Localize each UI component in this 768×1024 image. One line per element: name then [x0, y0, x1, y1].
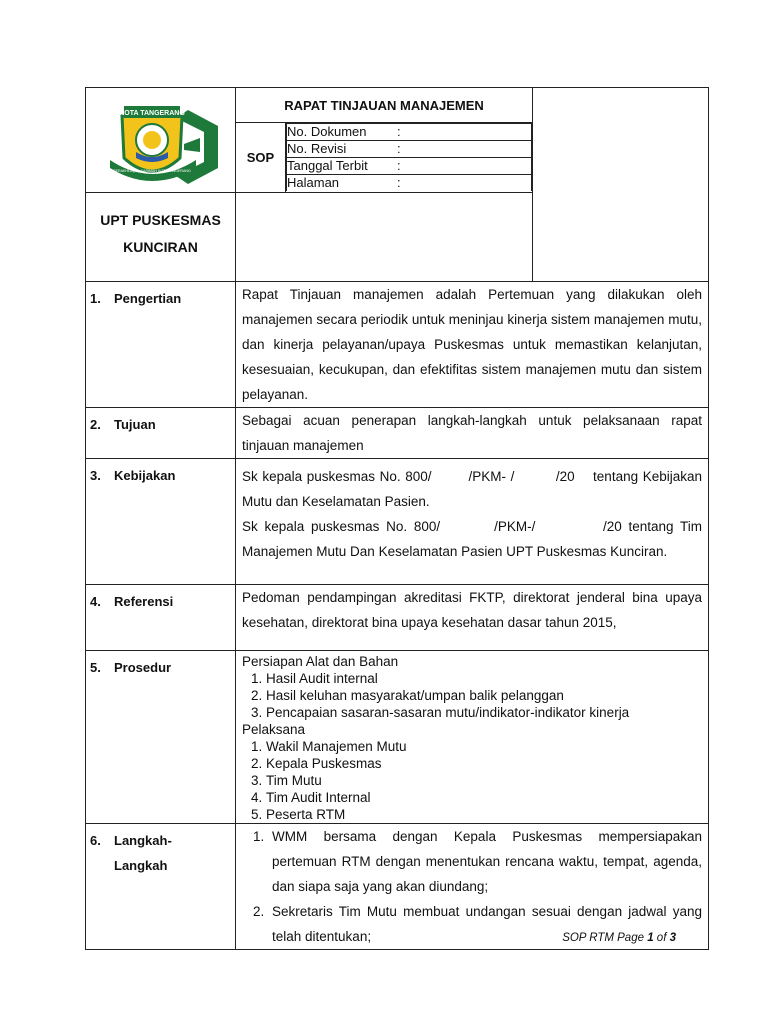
section-text-referensi	[236, 585, 709, 651]
list-item: 4. Tim Audit Internal	[266, 789, 702, 806]
meta-row	[287, 158, 532, 175]
page-footer	[562, 932, 676, 944]
list-item: 3. Pencapaian sasaran-sasaran mutu/indikator-indikator kinerja	[266, 704, 702, 721]
tujuan-text: Sebagai acuan penerapan langkah-langkah untuk pelaksanaan rapat tinjauan manajemen	[242, 413, 703, 453]
list-item: 3. Tim Mutu	[266, 772, 702, 789]
section-text-prosedur	[236, 651, 709, 824]
meta-key: No. Dokumen	[287, 124, 367, 139]
section-label-tujuan	[86, 408, 236, 459]
list-item: 2. Kepala Puskesmas	[266, 755, 702, 772]
unit-name	[86, 193, 236, 282]
sop-label: SOP	[236, 123, 286, 193]
meta-sep: :	[397, 124, 401, 139]
logo-text-bottom: BERAKHLAQUL KARIMAH KOTA TANGERANG	[113, 169, 191, 173]
meta-key: Halaman	[287, 175, 340, 190]
section-text-kebijakan	[236, 459, 709, 585]
meta-key: Tanggal Terbit	[287, 158, 368, 173]
meta-row	[287, 124, 532, 141]
list-item: 1. Wakil Manajemen Mutu	[266, 738, 702, 755]
section-label-langkah	[86, 824, 236, 950]
section-number: 3.	[90, 468, 101, 483]
section-number: 2.	[90, 417, 101, 432]
section-text-langkah	[236, 824, 709, 950]
meta-sep: :	[397, 141, 401, 156]
list-item: 2. Hasil keluhan masyarakat/umpan balik pelanggan	[266, 687, 702, 704]
section-label-prosedur	[86, 651, 236, 824]
meta-table	[286, 123, 532, 191]
meta-sep: :	[397, 158, 401, 173]
section-title: Langkah-	[114, 833, 172, 848]
meta-key: No. Revisi	[287, 141, 347, 156]
footer-page-number: 1	[647, 932, 654, 944]
meta-row	[287, 141, 532, 158]
list-item: 1. Hasil Audit internal	[266, 670, 702, 687]
logo-text-top: KOTA TANGERANG	[119, 110, 185, 117]
section-number: 6.	[90, 833, 101, 848]
section-label-kebijakan	[86, 459, 236, 585]
meta-cell	[286, 123, 533, 193]
list-item: 1. WMM bersama dengan Kepala Puskesmas mempersiapakan pertemuan RTM dengan menentukan rencana waktu, tempat, agenda, dan siapa saja yang akan diundang;	[268, 824, 702, 899]
referensi-text: Pedoman pendampingan akreditasi FKTP, direktorat jenderal bina upaya kesehatan, direktorat bina upaya kesehatan dasar tahun 2015,	[242, 590, 703, 630]
section-text-tujuan	[236, 408, 709, 459]
section-title: Prosedur	[114, 660, 172, 675]
prosedur-list-1	[242, 670, 702, 721]
kota-tangerang-logo	[100, 102, 220, 188]
kebijakan-paragraph-1: Sk kepala puskesmas No. 800/ /PKM- / /20 tentang Kebijakan Mutu dan Keselamatan Pasien.	[242, 469, 706, 509]
prosedur-heading-2: Pelaksana	[242, 722, 306, 737]
section-title: Pengertian	[114, 291, 182, 306]
kebijakan-paragraph-2: Sk kepala puskesmas No. 800/ /PKM-/ /20 tentang Tim Manajemen Mutu Dan Keselamatan Pasien UPT Puskesmas Kunciran.	[242, 519, 706, 559]
meta-row	[287, 175, 532, 192]
logo-cell	[86, 88, 236, 193]
section-number: 5.	[90, 660, 101, 675]
footer-total-pages: 3	[669, 932, 676, 944]
section-number: 4.	[90, 594, 101, 609]
list-item: 2. Sekretaris Tim Mutu membuat undangan sesuai dengan jadwal yang telah ditentukan;	[268, 899, 702, 949]
unit-line-2: KUNCIRAN	[123, 239, 198, 255]
list-item: 5. Peserta RTM	[266, 806, 702, 823]
prosedur-heading-1: Persiapan Alat dan Bahan	[242, 654, 399, 669]
section-title: Tujuan	[114, 417, 156, 432]
document-title: RAPAT TINJAUAN MANAJEMEN	[236, 88, 533, 123]
footer-prefix: SOP RTM Page	[562, 932, 648, 944]
section-label-referensi	[86, 585, 236, 651]
section-title: Kebijakan	[114, 468, 176, 483]
section-number: 1.	[90, 291, 101, 306]
prosedur-list-2	[242, 738, 702, 823]
section-label-pengertian	[86, 282, 236, 408]
blank-header-cell	[533, 88, 709, 282]
section-title-cont: Langkah	[114, 858, 168, 873]
section-title: Referensi	[114, 594, 174, 609]
langkah-list	[242, 824, 702, 949]
blank-unit-cell	[236, 193, 533, 282]
section-text-pengertian	[236, 282, 709, 408]
footer-of: of	[653, 932, 670, 944]
meta-sep: :	[397, 175, 401, 190]
pengertian-text: Rapat Tinjauan manajemen adalah Pertemuan yang dilakukan oleh manajemen secara periodik untuk meninjau kinerja sistem manajemen mutu, dan kinerja pelayanan/upaya Puskesmas untuk memastikan kelanjutan, kesesuaian, kecukupan, dan efektifitas sistem manajemen mutu dan sistem pelayanan.	[242, 287, 703, 402]
unit-line-1: UPT PUSKESMAS	[100, 212, 221, 228]
sop-table	[85, 87, 709, 950]
